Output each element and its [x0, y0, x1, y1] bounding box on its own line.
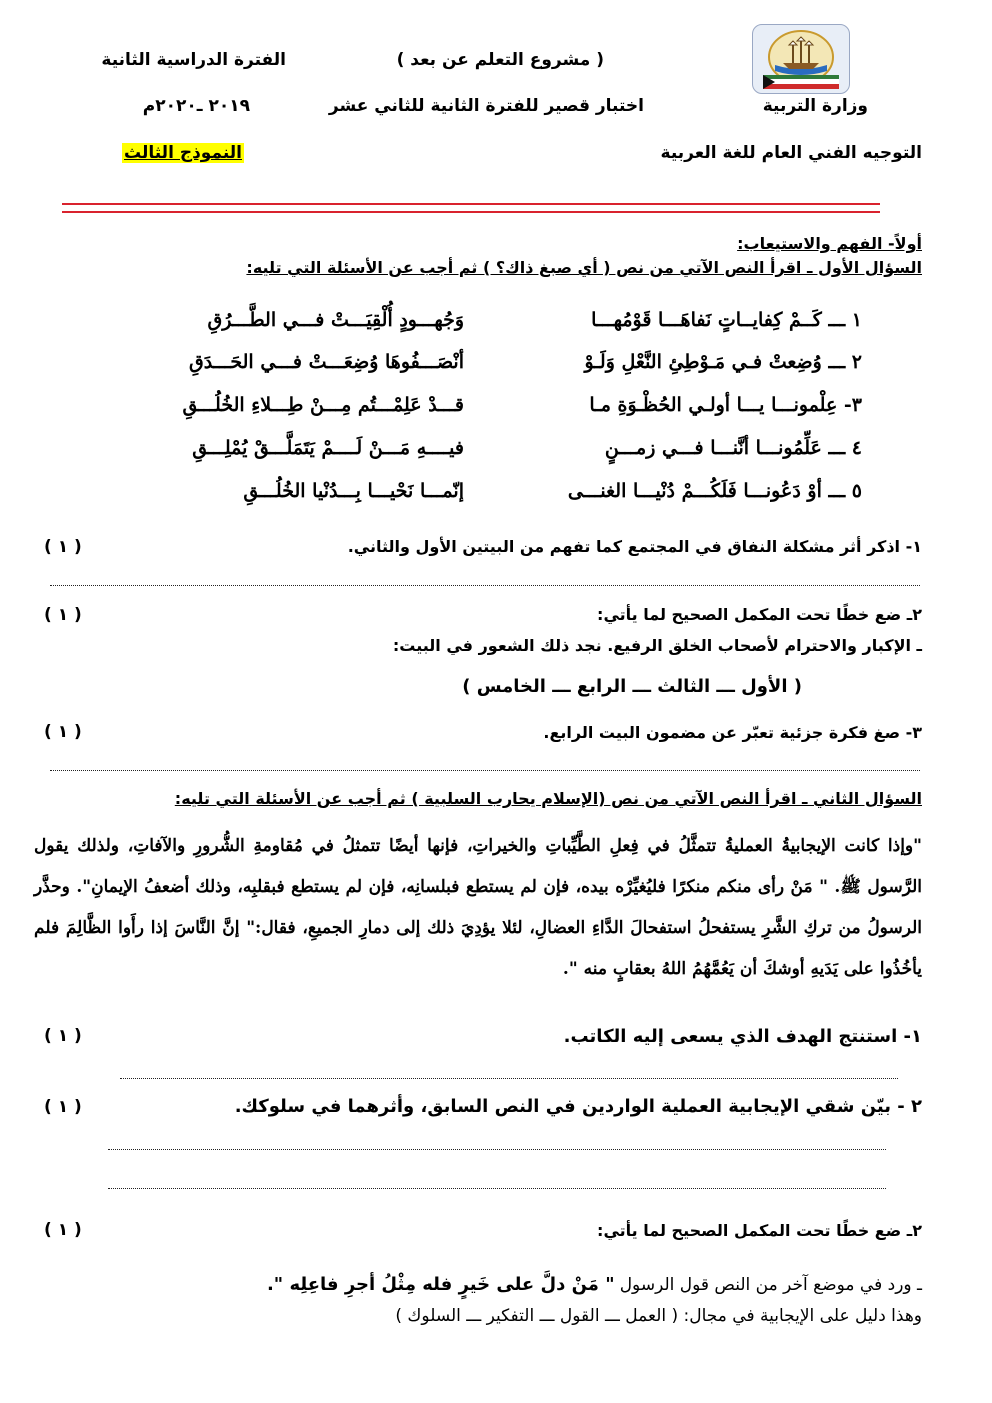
s2-question-1-mark: ( ١ ) — [44, 1026, 82, 1046]
s2-question-3-mark: ( ١ ) — [44, 1220, 82, 1240]
s1-question-2: ٢ـ ضع خطًا تحت المكمل الصحيح لما يأتي: — [597, 605, 922, 624]
s1-question-3: ٣- صغ فكرة جزئية تعبّر عن مضمون البيت الرابع. — [543, 723, 922, 742]
verse-2-second: أنْصَـــفُوهَا وُضِعَـــتْ فـــي الحَـــدَقِ — [188, 351, 464, 373]
section2-passage: "وإذا كانت الإيجابيةُ العمليةُ تتمثَّلُ في فِعلِ الطَّيِّباتِ والخيراتِ، فإنها أيضًا تتمثلُ في مُقاومةِ الشُّرورِ والآفاتِ، ولذلك يقول الرَّسول ﷺ. " مَنْ رأى منكم منكرًا فليُغيِّرْه بيده، فإن لم يستطع فبلسانِه، فإن لم يستطع فبقلبِه، وذلك أضعفُ الإيمانِ". وحذَّر الرسولُ من تركِ الشَّرِ يستفحلُ استفحالَ الدَّاءِ العضالِ، لئلا يؤدِيَ ذلك إلى دمارِ الجميعِ، فقال:" إنَّ النَّاسَ إذا رأَوا الظَّالِمَ فلم يأخُذُوا على يَدَيهِ أوشكَ أن يَعُمَّهُمُ اللهُ بعقابٍ منه ". — [34, 836, 922, 979]
section2-prompt: السؤال الثاني ـ اقرأ النص الآتي من نص (الإسلام يحارب السلبية ) ثم أجب عن الأسئلة التي تليه: — [174, 789, 922, 808]
term-label: الفترة الدراسية الثانية — [101, 50, 286, 70]
verse-1-second: وَجُهـــودٍ أُلْقِيَـــتْ فـــي الطَّـــرُقِ — [207, 309, 464, 331]
verse-3-first: ٣- عِلْمونـــا يـــا أولـي الحُظْـوَةِ مـا — [589, 394, 862, 416]
answer-line[interactable] — [50, 770, 920, 771]
s1-question-2-mark: ( ١ ) — [44, 605, 82, 625]
verse-5-second: إنّمـــا نَحْيـــا بِـــدُنْيا الخُلُـــقِ — [243, 480, 464, 502]
verse-4-second: فيــــهِ مَـــنْ لَــــمْ يَتَمَلَّـــقْ يُمْلِـــقِ — [192, 437, 464, 459]
s2-question-3-sub — [267, 1274, 922, 1295]
answer-line[interactable] — [108, 1149, 886, 1150]
answer-line[interactable] — [120, 1078, 898, 1079]
hadith-quote: " مَنْ دلَّ على خَيرٍ فله مِثْلُ أجرِ فاعِلِه ". — [266, 1274, 615, 1295]
exam-title: اختبار قصير للفترة الثانية للثاني عشر — [328, 96, 644, 116]
answer-line[interactable] — [50, 585, 920, 586]
s1-question-2-options[interactable]: ( الأول ـــ الثالث ـــ الرابع ـــ الخامس ) — [462, 676, 802, 697]
school-year: ٢٠١٩ ـ٢٠٢٠م — [142, 96, 250, 116]
ministry-logo — [752, 24, 850, 94]
verse-5-first: ٥ ـــ أوْ دَعُونـــا فَلَكُـــمْ دُنْيـــا الغنـــى — [567, 480, 862, 502]
verse-1-first: ١ ـــ كَــمْ كِفايــاتٍ نَفاهَـــا قَوْمُهـــا — [591, 309, 862, 331]
s1-question-2-sub: ـ الإكبار والاحترام لأصحاب الخلق الرفيع. نجد ذلك الشعور في البيت: — [392, 636, 922, 655]
s2-question-2: ٢ - بيّن شقي الإيجابية العملية الواردين في النص السابق، وأثرهما في سلوكك. — [234, 1096, 922, 1117]
s2-question-3-sub-prefix: ـ ورد في موضع آخر من النص قول الرسول — [619, 1275, 922, 1295]
ministry-name: وزارة التربية — [762, 96, 868, 116]
model-label-text: النموذج الثالث — [123, 143, 242, 163]
header-divider-bottom — [62, 211, 880, 213]
department-name: التوجيه الفني العام للغة العربية — [660, 143, 922, 163]
s1-question-1: ١- اذكر أثر مشكلة النفاق في المجتمع كما تفهم من البيتين الأول والثاني. — [347, 537, 922, 556]
s1-question-3-mark: ( ١ ) — [44, 722, 82, 742]
verse-3-second: قـــدْ عَلِمْـــتُم مِـــنْ طِـــلاءِ الخُلُـــقِ — [182, 394, 464, 416]
verse-2-first: ٢ ـــ وُضِعتْ فـي مَـوْطِئِ النَّعْلِ وَلَـوْ — [584, 351, 862, 373]
s2-question-2-mark: ( ١ ) — [44, 1097, 82, 1117]
model-label — [122, 143, 244, 163]
s2-question-1: ١- استنتج الهدف الذي يسعى إليه الكاتب. — [563, 1026, 922, 1047]
project-title: ( مشروع التعلم عن بعد ) — [396, 50, 604, 70]
s1-question-1-mark: ( ١ ) — [44, 537, 82, 557]
s2-question-3: ٢ـ ضع خطًا تحت المكمل الصحيح لما يأتي: — [597, 1221, 922, 1240]
emblem-icon — [753, 25, 849, 93]
verse-4-first: ٤ ـــ عَلِّمُونـــا أنَّنـــا فـــي زمـــنٍ — [604, 437, 862, 459]
s2-question-3-options[interactable]: وهذا دليل على الإيجابية في مجال: ( العمل ـــ القول ـــ التفكير ـــ السلوك ) — [395, 1306, 922, 1326]
answer-line[interactable] — [108, 1188, 886, 1189]
header-divider-top — [62, 203, 880, 205]
section1-prompt: السؤال الأول ـ اقرأ النص الآتي من نص ( أي صبغ ذاك؟ ) ثم أجب عن الأسئلة التي تليه: — [246, 258, 922, 277]
section1-title: أولاً- الفهم والاستيعاب: — [737, 234, 922, 253]
